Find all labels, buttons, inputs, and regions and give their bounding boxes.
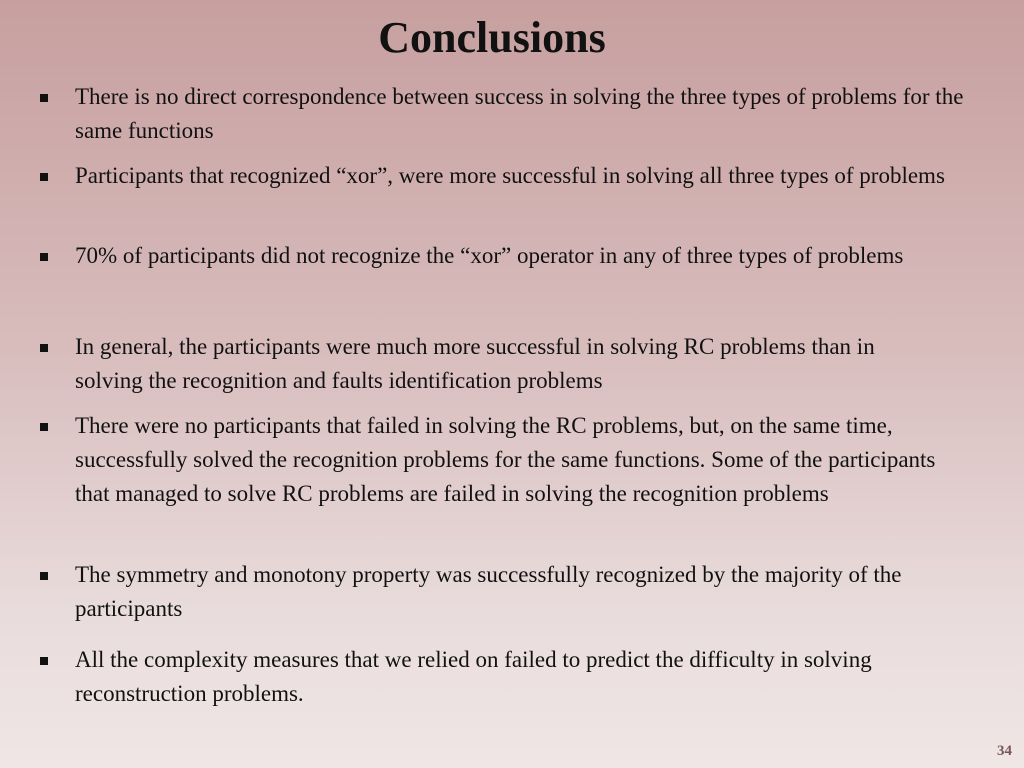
bullet-item xyxy=(40,330,990,398)
slide-title: Conclusions xyxy=(378,13,606,62)
bullet-text: In general, the participants were much more successful in solving RC problems than in solving the recognition and faults identification problems xyxy=(75,334,875,393)
bullet-item xyxy=(40,643,990,711)
page-number: 34 xyxy=(997,743,1012,759)
bullet-item xyxy=(40,159,990,193)
bullet-text: 70% of participants did not recognize the “xor” operator in any of three types of problems xyxy=(75,243,904,268)
bullet-text: There were no participants that failed in solving the RC problems, but, on the same time, successfully solved the recognition problems for the same functions. Some of the participants that managed to solve RC problems are failed in solving the recognition problems xyxy=(75,413,936,506)
bullet-text: There is no direct correspondence between success in solving the three types of problems for the same functions xyxy=(75,84,964,143)
bullet-text: The symmetry and monotony property was successfully recognized by the majority of the participants xyxy=(75,562,902,621)
bullet-item xyxy=(40,558,990,626)
bullet-marker xyxy=(40,344,48,352)
bullet-text: Participants that recognized “xor”, were more successful in solving all three types of problems xyxy=(75,163,945,188)
bullet-marker xyxy=(40,173,48,181)
bullet-marker xyxy=(40,572,48,580)
bullet-marker xyxy=(40,423,48,431)
bullet-item xyxy=(40,409,990,511)
bullet-marker xyxy=(40,94,48,102)
bullet-marker xyxy=(40,253,48,261)
bullet-item xyxy=(40,239,990,273)
bullet-item xyxy=(40,80,990,148)
bullet-marker xyxy=(40,657,48,665)
bullet-text: All the complexity measures that we relied on failed to predict the difficulty in solving reconstruction problems. xyxy=(75,647,872,706)
